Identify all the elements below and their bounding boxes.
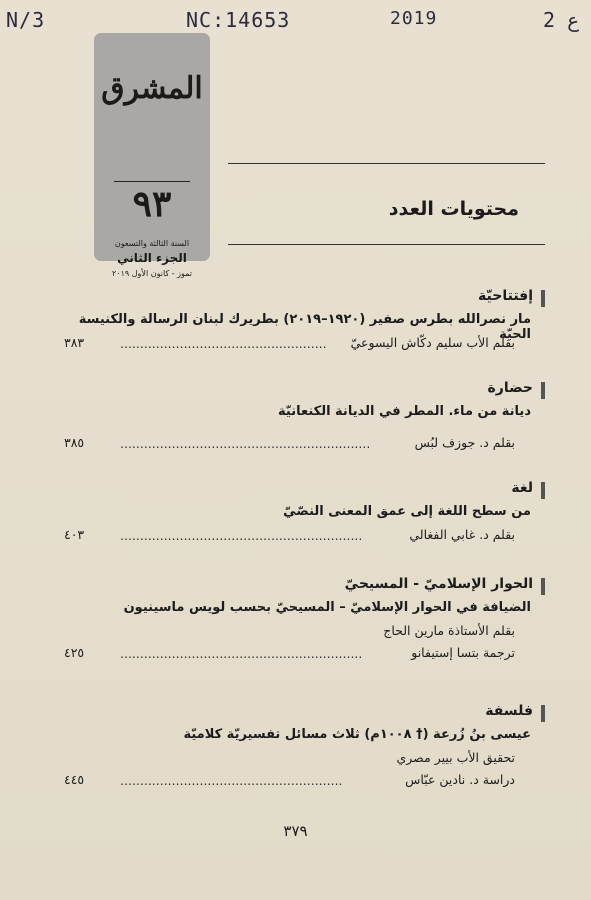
page-number: ٤٠٣ — [64, 527, 85, 542]
page-number: ٣٨٥ — [64, 435, 85, 450]
page-number: ٤٢٥ — [64, 645, 85, 660]
article-title: من سطح اللغة إلى عمق المعنى النصّيّ — [283, 504, 531, 519]
logo-title: المشرق — [101, 71, 203, 106]
article-title: ديانة من ماء. المطر في الديانة الكنعانيّة — [278, 404, 531, 419]
handwritten-number: NC:14653 — [186, 8, 291, 32]
toc-line — [60, 747, 545, 769]
handwritten-year: 2019 — [390, 8, 438, 29]
editor-line: تحقيق الأب بيير مصري — [396, 750, 515, 765]
dot-leader: ........................................................ — [120, 773, 343, 788]
logo-issue-number: ٩٣ — [132, 183, 172, 225]
page-number: ٣٨٣ — [64, 335, 85, 350]
author-line: بقلم الأستاذة مارين الحاج — [383, 623, 515, 638]
toc-section — [60, 480, 545, 546]
toc-line — [60, 769, 545, 791]
toc-section — [60, 576, 545, 664]
logo-divider — [114, 181, 190, 182]
section-heading: إفتتاحيّة — [60, 288, 545, 308]
section-heading: فلسفة — [60, 703, 545, 723]
contents-title: محتويات العدد — [388, 198, 519, 220]
handwritten-volume: 2 ع — [543, 8, 580, 32]
logo-year-label: السنة الثالثة والتسعون — [114, 239, 190, 248]
author-line: بقلم د. جوزف لبُس — [414, 435, 515, 450]
toc-section — [60, 703, 545, 791]
dot-leader: ............................................................. — [120, 528, 363, 543]
translator-line: ترجمة بتسا إستيفانو — [411, 645, 515, 660]
journal-logo — [94, 33, 210, 278]
toc-line — [60, 332, 545, 354]
toc-section — [60, 380, 545, 454]
top-rule — [228, 163, 545, 164]
folio-page-number: ٣٧٩ — [283, 822, 308, 840]
toc-line — [60, 620, 545, 642]
article-title: عيسى بنُ زُرعة († ١٠٠٨م) ثلاث مسائل تفسيريّة كلاميّة — [183, 727, 531, 742]
toc-section — [60, 288, 545, 354]
article-title: مار نصرالله بطرس صفير (١٩٢٠–٢٠١٩) بطريرك لبنان الرسالة والكنيسة الحيّة — [78, 312, 531, 342]
article-title: الضيافة في الحوار الإسلاميّ – المسيحيّ بحسب لويس ماسينيون — [123, 600, 531, 615]
author-line: بقلم د. غابي الفغالي — [409, 527, 515, 542]
toc-line — [60, 432, 545, 454]
toc-line — [60, 642, 545, 664]
logo-date-label: تموز - كانون الأول ٢٠١٩ — [111, 269, 193, 278]
section-heading: حضارة — [60, 380, 545, 400]
handwritten-ref: N/3 — [6, 8, 46, 32]
page-number: ٤٤٥ — [64, 772, 85, 787]
section-heading: لغة — [60, 480, 545, 500]
dot-leader: .................................................... — [120, 336, 327, 351]
author-line: دراسة د. نادين عبّاس — [405, 772, 515, 787]
logo-part-label: الجزء الثاني — [117, 251, 187, 265]
dot-leader: ............................................................. — [120, 646, 363, 661]
toc-line — [60, 524, 545, 546]
author-line: بقلم الأب سليم دكّاش اليسوعيّ — [350, 335, 515, 350]
bottom-rule — [228, 244, 545, 245]
dot-leader: ............................................................... — [120, 436, 371, 451]
section-heading: الحوار الإسلاميّ - المسيحيّ — [60, 576, 545, 596]
